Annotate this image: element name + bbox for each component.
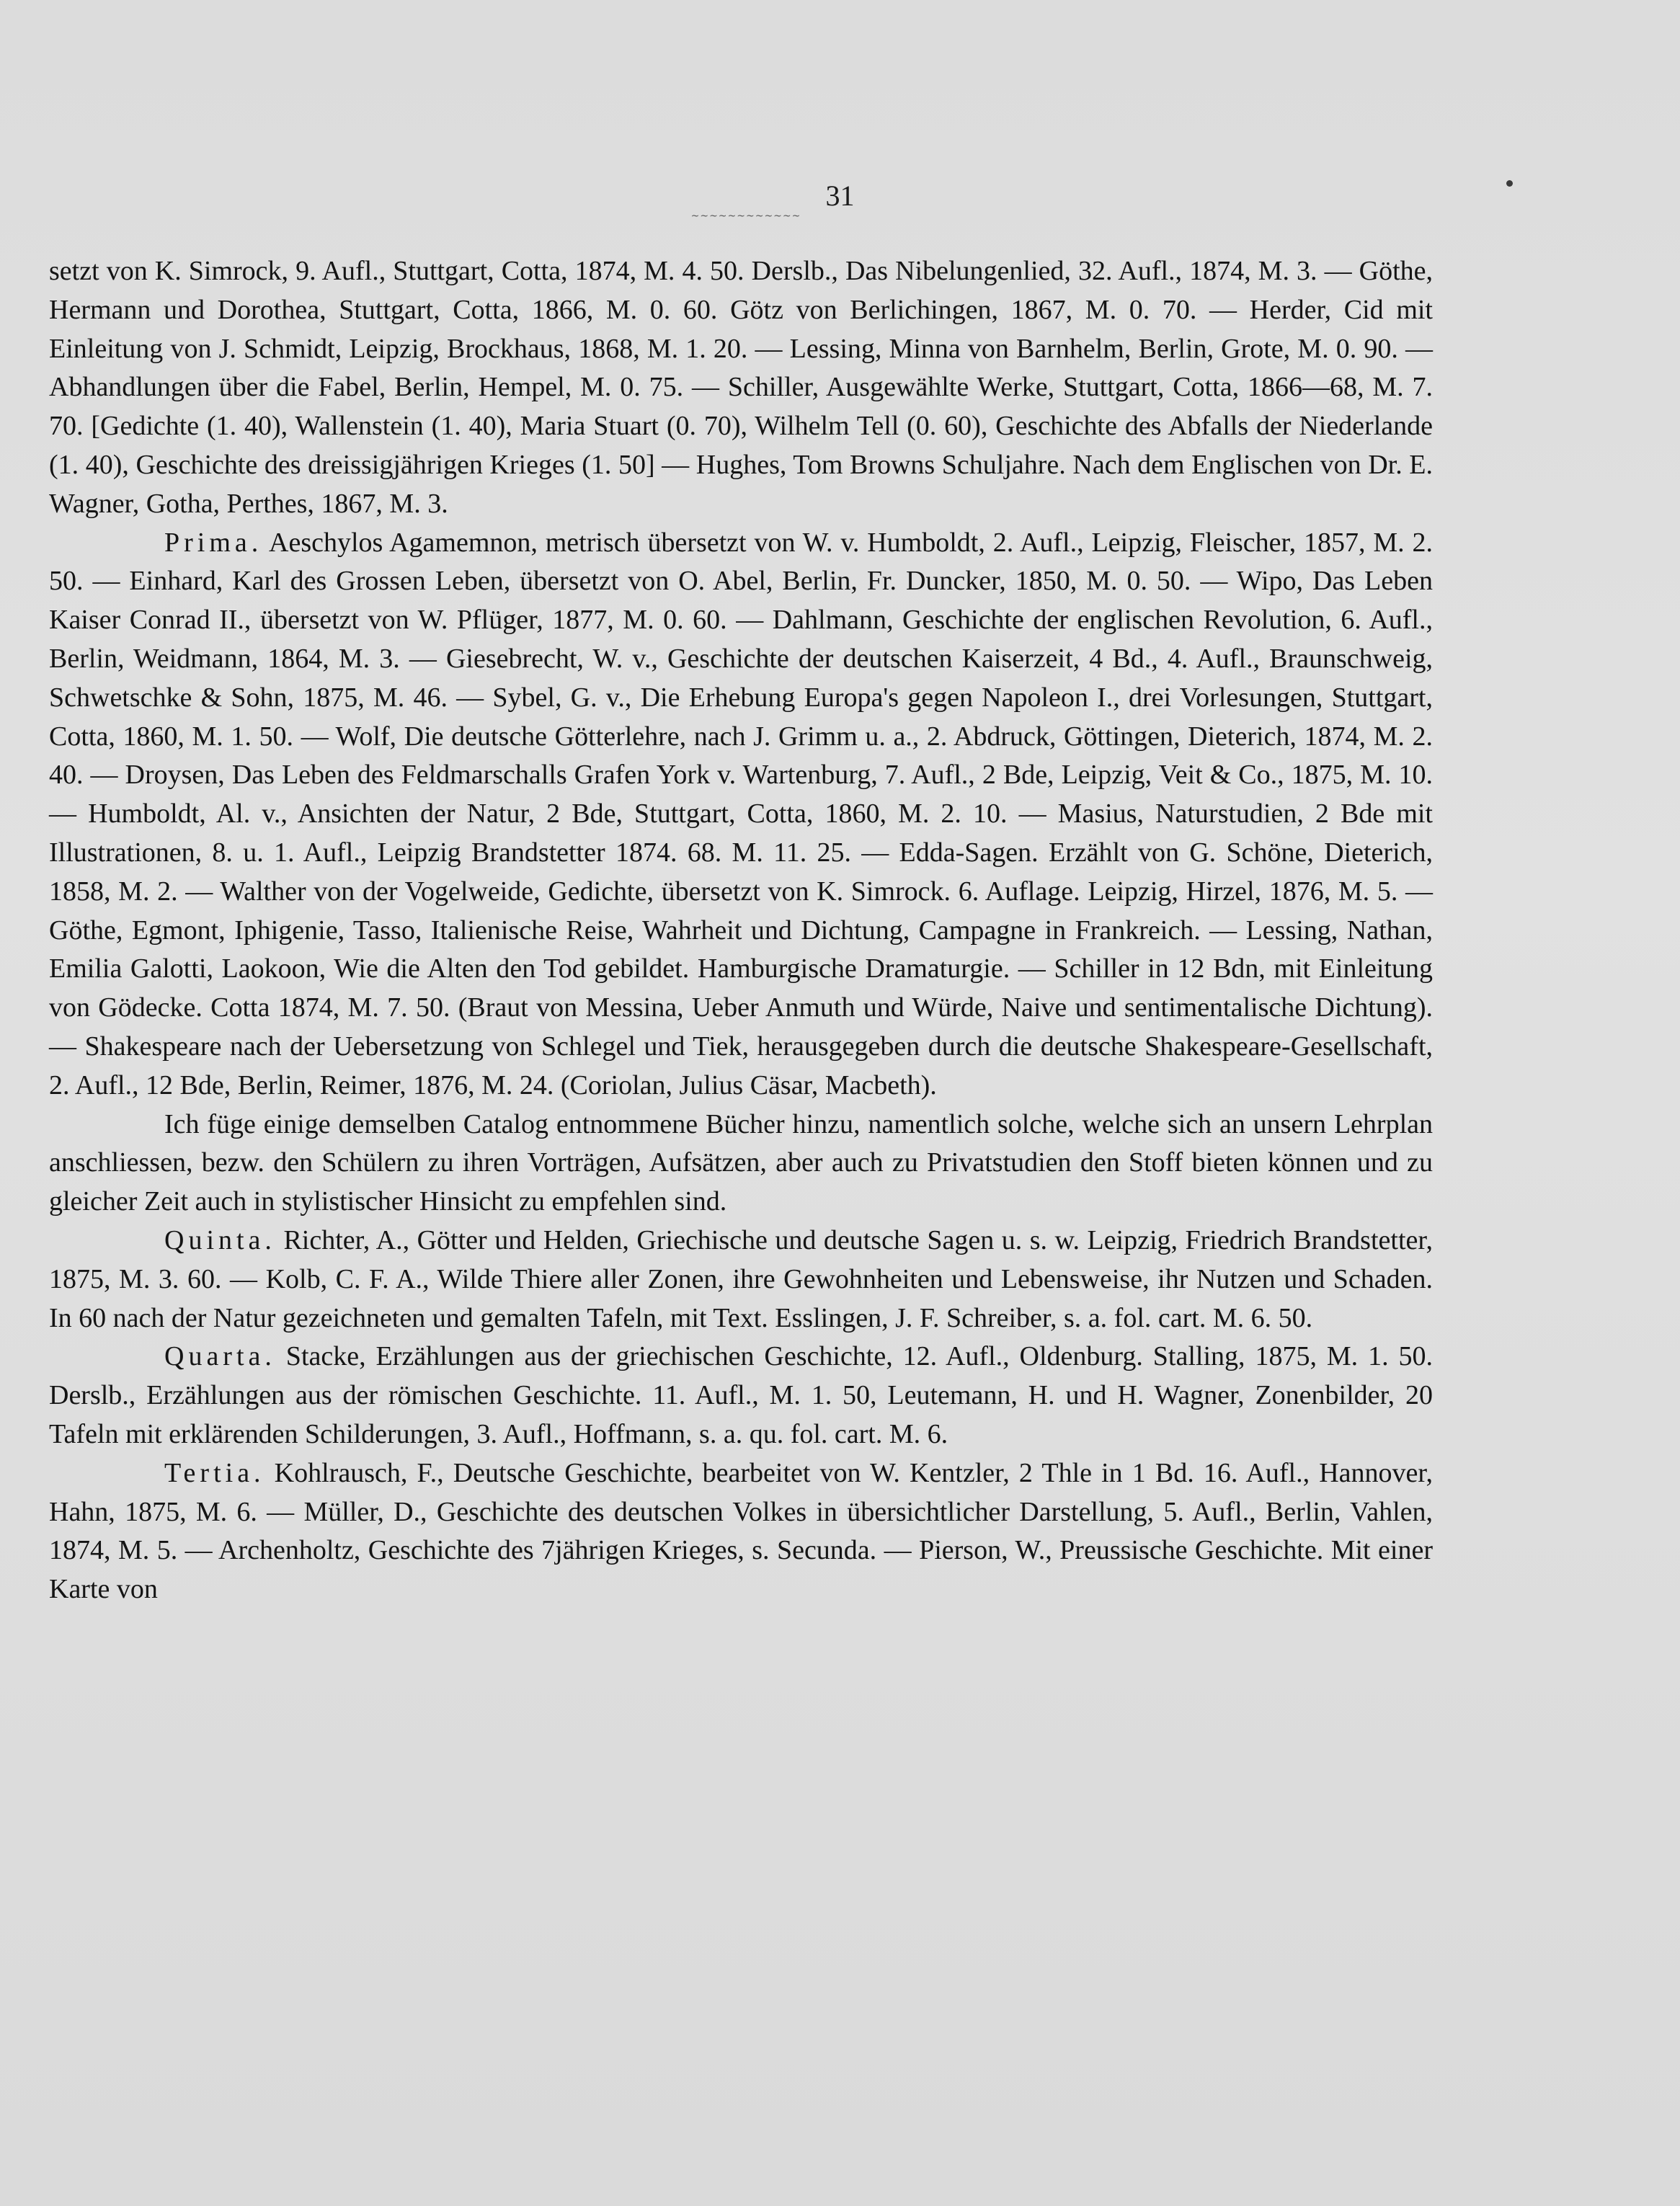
paragraph-text: Kohlrausch, F., Deutsche Geschichte, bearbeitet von W. Kentzler, 2 Thle in 1 Bd. 16. Aufl., Hannover, Hahn, 1875, M. 6. — Müller, D., Geschichte des deutschen Volkes in übersichtlicher Darstellung, 5. Aufl., Berlin, Vahlen, 1874, M. 5. — Archenholtz, Geschichte des 7jährigen Krieges, s. Secunda. — Pierson, W., Preussische Geschichte. Mit einer Karte von [49,1457,1433,1605]
paragraph-text: Ich füge einige demselben Catalog entnommene Bücher hinzu, namentlich solche, welche sich an unsern Lehrplan anschliessen, bezw. den Schülern zu ihren Vorträgen, Aufsätzen, aber auch zu Privatstudien den Stoff bieten können und zu gleicher Zeit auch in stylistischer Hinsicht zu empfehlen sind. [49,1108,1433,1217]
paragraph-text: Aeschylos Agamemnon, metrisch übersetzt von W. v. Humboldt, 2. Aufl., Leipzig, Fleischer, 1857, M. 2. 50. — Einhard, Karl des Grossen Leben, übersetzt von O. Abel, Berlin, Fr. Duncker, 1850, M. 0. 50. — Wipo, Das Leben Kaiser Conrad II., übersetzt von W. Pflüger, 1877, M. 0. 60. — Dahlmann, Geschichte der englischen Revolution, 6. Aufl., Berlin, Weidmann, 1864, M. 3. — Giesebrecht, W. v., Geschichte der deutschen Kaiserzeit, 4 Bd., 4. Aufl., Braunschweig, Schwetschke & Sohn, 1875, M. 46. — Sybel, G. v., Die Erhebung Europa's gegen Napoleon I., drei Vorlesungen, Stuttgart, Cotta, 1860, M. 1. 50. — Wolf, Die deutsche Götterlehre, nach J. Grimm u. a., 2. Abdruck, Göttingen, Dieterich, 1874, M. 2. 40. — Droysen, Das Leben des Feldmarschalls Grafen York v. Wartenburg, 7. Aufl., 2 Bde, Leipzig, Veit & Co., 1875, M. 10. — Humboldt, Al. v., Ansichten der Natur, 2 Bde, Stuttgart, Cotta, 1860, M. 2. 10. — Masius, Naturstudien, 2 Bde mit Illustrationen, 8. u. 1. Aufl., Leipzig Brandstetter 1874. 68. M. 11. 25. — Edda-Sagen. Erzählt von G. Schöne, Dieterich, 1858, M. 2. — Walther von der Vogelweide, Gedichte, übersetzt von K. Simrock. 6. Auflage. Leipzig, Hirzel, 1876, M. 5. — Göthe, Egmont, Iphigenie, Tasso, Italienische Reise, Wahrheit und Dichtung, Campagne in Frankreich. — Lessing, Nathan, Emilia Galotti, Laokoon, Wie die Alten den Tod gebildet. Hamburgische Dramaturgie. — Schiller in 12 Bdn, mit Einleitung von Gödecke. Cotta 1874, M. 7. 50. (Braut von Messina, Ueber Anmuth und Würde, Naive und sentimentalische Dichtung). — Shakespeare nach der Uebersetzung von Schlegel und Tiek, herausgegeben durch die deutsche Shakespeare-Gesellschaft, 2. Aufl., 12 Bde, Berlin, Reimer, 1876, M. 24. (Coriolan, Julius Cäsar, Macbeth). [49,527,1433,1100]
paragraph-prima [49,524,1433,1106]
paragraph-quinta [49,1222,1433,1338]
paragraph-tertia [49,1454,1433,1609]
paragraph-intro [49,1106,1433,1222]
section-heading-quarta: Quarta. [164,1341,276,1372]
paragraph-text: Richter, A., Götter und Helden, Griechische und deutsche Sagen u. s. w. Leipzig, Friedrich Brandstetter, 1875, M. 3. 60. — Kolb, C. F. A., Wilde Thiere aller Zonen, ihre Gewohnheiten und Lebensweise, ihr Nutzen und Schaden. In 60 nach der Natur gezeichneten und gemalten Tafeln, mit Text. Esslingen, J. F. Schreiber, s. a. fol. cart. M. 6. 50. [49,1224,1433,1333]
paragraph-quarta [49,1338,1433,1454]
paragraph-text: setzt von K. Simrock, 9. Aufl., Stuttgart, Cotta, 1874, M. 4. 50. Derslb., Das Nibelungenlied, 32. Aufl., 1874, M. 3. — Göthe, Hermann und Dorothea, Stuttgart, Cotta, 1866, M. 0. 60. Götz von Berlichingen, 1867, M. 0. 70. — Herder, Cid mit Einleitung von J. Schmidt, Leipzig, Brockhaus, 1868, M. 1. 20. — Lessing, Minna von Barnhelm, Berlin, Grote, M. 0. 90. — Abhandlungen über die Fabel, Berlin, Hempel, M. 0. 75. — Schiller, Ausgewählte Werke, Stuttgart, Cotta, 1866—68, M. 7. 70. [Gedichte (1. 40), Wallenstein (1. 40), Maria Stuart (0. 70), Wilhelm Tell (0. 60), Geschichte des Abfalls der Niederlande (1. 40), Geschichte des dreissigjährigen Krieges (1. 50] — Hughes, Tom Browns Schuljahre. Nach dem Englischen von Dr. E. Wagner, Gotha, Perthes, 1867, M. 3. [49,256,1433,519]
page-number: 31 [825,179,855,212]
paragraph-continuation [49,252,1433,524]
section-heading-prima: Prima. [164,527,263,558]
section-heading-quinta: Quinta. [164,1224,276,1255]
paragraph-text: Stacke, Erzählungen aus der griechischen Geschichte, 12. Aufl., Oldenburg. Stalling, 1875, M. 1. 50. Derslb., Erzählungen aus der römischen Geschichte. 11. Aufl., M. 1. 50, Leutemann, H. und H. Wagner, Zonenbilder, 20 Tafeln mit erklärenden Schilderungen, 3. Aufl., Hoffmann, s. a. qu. fol. cart. M. 6. [49,1341,1433,1449]
page-number-ornament: ~~~~~~~~~~~~ [690,210,801,221]
body-text [49,252,1433,1609]
section-heading-tertia: Tertia. [164,1457,265,1488]
